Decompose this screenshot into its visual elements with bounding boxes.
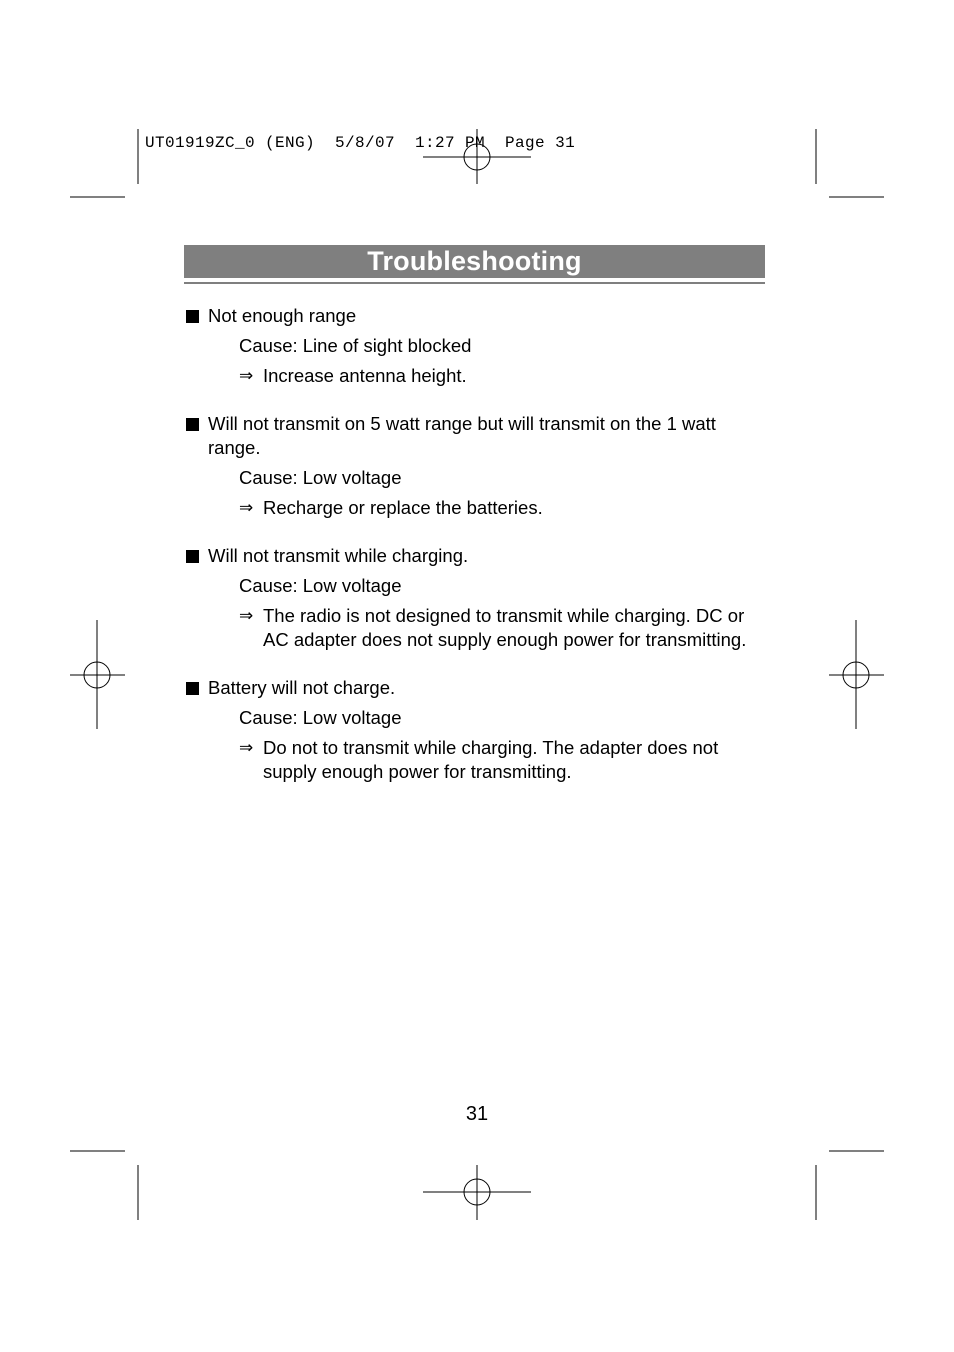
square-bullet-icon bbox=[186, 418, 199, 431]
square-bullet-icon bbox=[186, 682, 199, 695]
remedy-text: Do not to transmit while charging. The adapter does not supply enough power for transmitting. bbox=[263, 737, 719, 782]
page-title: Troubleshooting bbox=[367, 246, 582, 276]
title-underline bbox=[184, 282, 765, 284]
title-bar bbox=[184, 245, 765, 278]
square-bullet-icon bbox=[186, 310, 199, 323]
arrow-icon: ⇒ bbox=[239, 606, 254, 626]
problem-text: Battery will not charge. bbox=[208, 677, 396, 698]
cause-text: Cause: Low voltage bbox=[239, 575, 402, 596]
problem-text: Not enough range bbox=[208, 305, 357, 326]
remedy-text: Increase antenna height. bbox=[263, 365, 467, 386]
list-item bbox=[186, 676, 756, 784]
arrow-icon: ⇒ bbox=[239, 366, 254, 386]
square-bullet-icon bbox=[186, 550, 199, 563]
remedy-text: Recharge or replace the batteries. bbox=[263, 497, 543, 518]
cause-text: Cause: Low voltage bbox=[239, 467, 402, 488]
arrow-icon: ⇒ bbox=[239, 738, 254, 758]
problem-text: Will not transmit while charging. bbox=[208, 545, 469, 566]
list-item bbox=[186, 544, 756, 652]
remedy-text: The radio is not designed to transmit while charging. DC or AC adapter does not supply enough power for transmitting. bbox=[263, 605, 747, 650]
arrow-icon: ⇒ bbox=[239, 498, 254, 518]
problem-text: Will not transmit on 5 watt range but will transmit on the 1 watt range. bbox=[208, 413, 716, 458]
page-number: 31 bbox=[465, 1103, 489, 1125]
cause-text: Cause: Line of sight blocked bbox=[239, 335, 472, 356]
troubleshooting-list bbox=[186, 304, 756, 808]
list-item bbox=[186, 304, 756, 388]
cause-text: Cause: Low voltage bbox=[239, 707, 402, 728]
print-slug: UT01919ZC_0 (ENG) 5/8/07 1:27 PM Page 31 bbox=[145, 134, 576, 152]
list-item bbox=[186, 412, 756, 520]
